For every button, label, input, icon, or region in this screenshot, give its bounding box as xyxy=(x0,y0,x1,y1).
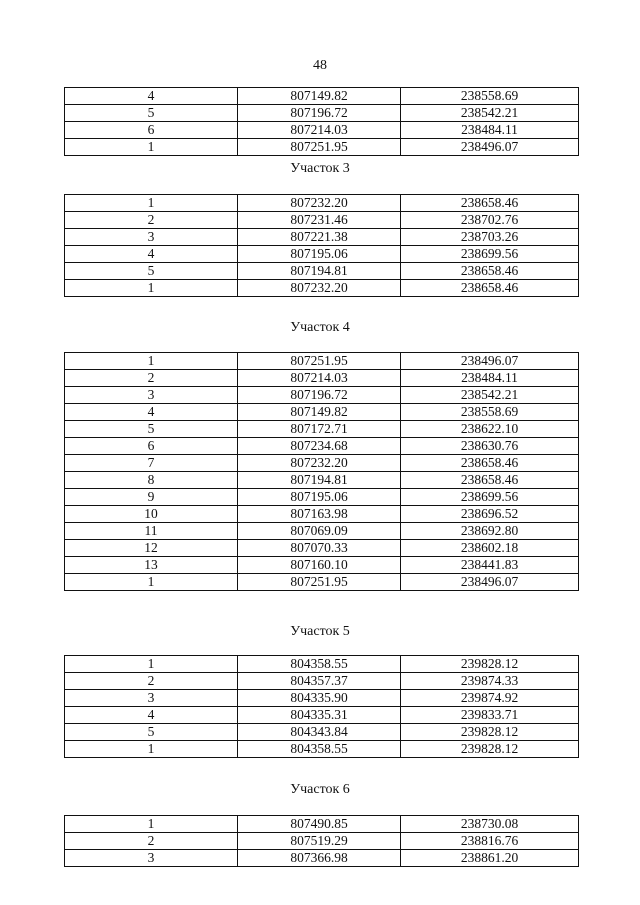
y-coordinate-cell: 238730.08 xyxy=(401,816,579,833)
x-coordinate-cell: 807149.82 xyxy=(238,404,401,421)
y-coordinate-cell: 239833.71 xyxy=(401,707,579,724)
x-coordinate-cell: 807195.06 xyxy=(238,489,401,506)
point-number-cell: 5 xyxy=(65,105,238,122)
table-row xyxy=(65,523,579,540)
y-coordinate-cell: 238696.52 xyxy=(401,506,579,523)
coordinates-table-plot-3 xyxy=(64,194,579,297)
y-coordinate-cell: 239828.12 xyxy=(401,741,579,758)
x-coordinate-cell: 807214.03 xyxy=(238,122,401,139)
y-coordinate-cell: 238702.76 xyxy=(401,212,579,229)
x-coordinate-cell: 807196.72 xyxy=(238,105,401,122)
table-row xyxy=(65,404,579,421)
x-coordinate-cell: 804335.90 xyxy=(238,690,401,707)
point-number-cell: 1 xyxy=(65,195,238,212)
point-number-cell: 7 xyxy=(65,455,238,472)
table-row xyxy=(65,489,579,506)
y-coordinate-cell: 238542.21 xyxy=(401,387,579,404)
table-row xyxy=(65,455,579,472)
point-number-cell: 1 xyxy=(65,741,238,758)
table-row xyxy=(65,229,579,246)
x-coordinate-cell: 807194.81 xyxy=(238,263,401,280)
y-coordinate-cell: 238496.07 xyxy=(401,353,579,370)
point-number-cell: 1 xyxy=(65,656,238,673)
table-row xyxy=(65,724,579,741)
x-coordinate-cell: 807172.71 xyxy=(238,421,401,438)
y-coordinate-cell: 238496.07 xyxy=(401,574,579,591)
point-number-cell: 5 xyxy=(65,724,238,741)
table-row xyxy=(65,850,579,867)
y-coordinate-cell: 238496.07 xyxy=(401,139,579,156)
point-number-cell: 3 xyxy=(65,850,238,867)
x-coordinate-cell: 804343.84 xyxy=(238,724,401,741)
y-coordinate-cell: 239828.12 xyxy=(401,656,579,673)
section-title-plot-5: Участок 5 xyxy=(290,624,350,639)
x-coordinate-cell: 807519.29 xyxy=(238,833,401,850)
y-coordinate-cell: 239874.33 xyxy=(401,673,579,690)
table-row xyxy=(65,707,579,724)
point-number-cell: 13 xyxy=(65,557,238,574)
point-number-cell: 3 xyxy=(65,690,238,707)
y-coordinate-cell: 238699.56 xyxy=(401,489,579,506)
table-row xyxy=(65,370,579,387)
x-coordinate-cell: 804358.55 xyxy=(238,656,401,673)
table-row xyxy=(65,88,579,105)
point-number-cell: 2 xyxy=(65,833,238,850)
table-row xyxy=(65,690,579,707)
table-row xyxy=(65,574,579,591)
y-coordinate-cell: 238484.11 xyxy=(401,122,579,139)
y-coordinate-cell: 238816.76 xyxy=(401,833,579,850)
table-row xyxy=(65,506,579,523)
table-row xyxy=(65,816,579,833)
point-number-cell: 4 xyxy=(65,707,238,724)
table-row xyxy=(65,263,579,280)
x-coordinate-cell: 807232.20 xyxy=(238,280,401,297)
table-row xyxy=(65,673,579,690)
y-coordinate-cell: 238658.46 xyxy=(401,472,579,489)
point-number-cell: 6 xyxy=(65,122,238,139)
y-coordinate-cell: 238861.20 xyxy=(401,850,579,867)
x-coordinate-cell: 807070.33 xyxy=(238,540,401,557)
point-number-cell: 1 xyxy=(65,353,238,370)
x-coordinate-cell: 807366.98 xyxy=(238,850,401,867)
y-coordinate-cell: 238622.10 xyxy=(401,421,579,438)
y-coordinate-cell: 239874.92 xyxy=(401,690,579,707)
y-coordinate-cell: 238558.69 xyxy=(401,404,579,421)
y-coordinate-cell: 238542.21 xyxy=(401,105,579,122)
x-coordinate-cell: 807490.85 xyxy=(238,816,401,833)
table-row xyxy=(65,139,579,156)
coordinates-table-plot-5 xyxy=(64,655,579,758)
point-number-cell: 12 xyxy=(65,540,238,557)
x-coordinate-cell: 807160.10 xyxy=(238,557,401,574)
y-coordinate-cell: 238703.26 xyxy=(401,229,579,246)
section-title-plot-4: Участок 4 xyxy=(290,320,350,335)
point-number-cell: 2 xyxy=(65,212,238,229)
table-row xyxy=(65,438,579,455)
x-coordinate-cell: 807232.20 xyxy=(238,195,401,212)
table-row xyxy=(65,472,579,489)
point-number-cell: 11 xyxy=(65,523,238,540)
section-title-plot-3: Участок 3 xyxy=(290,161,350,176)
table-row xyxy=(65,421,579,438)
y-coordinate-cell: 238658.46 xyxy=(401,263,579,280)
point-number-cell: 4 xyxy=(65,246,238,263)
point-number-cell: 3 xyxy=(65,229,238,246)
point-number-cell: 6 xyxy=(65,438,238,455)
table-row xyxy=(65,656,579,673)
table-row xyxy=(65,557,579,574)
x-coordinate-cell: 807251.95 xyxy=(238,353,401,370)
x-coordinate-cell: 807231.46 xyxy=(238,212,401,229)
point-number-cell: 5 xyxy=(65,263,238,280)
x-coordinate-cell: 807251.95 xyxy=(238,139,401,156)
x-coordinate-cell: 807194.81 xyxy=(238,472,401,489)
y-coordinate-cell: 238602.18 xyxy=(401,540,579,557)
coordinates-table-continued xyxy=(64,87,579,156)
y-coordinate-cell: 238658.46 xyxy=(401,280,579,297)
y-coordinate-cell: 238441.83 xyxy=(401,557,579,574)
point-number-cell: 9 xyxy=(65,489,238,506)
coordinates-table-plot-4 xyxy=(64,352,579,591)
y-coordinate-cell: 238692.80 xyxy=(401,523,579,540)
point-number-cell: 1 xyxy=(65,139,238,156)
y-coordinate-cell: 238699.56 xyxy=(401,246,579,263)
y-coordinate-cell: 238658.46 xyxy=(401,195,579,212)
table-row xyxy=(65,741,579,758)
table-row xyxy=(65,105,579,122)
x-coordinate-cell: 807163.98 xyxy=(238,506,401,523)
y-coordinate-cell: 238658.46 xyxy=(401,455,579,472)
point-number-cell: 1 xyxy=(65,574,238,591)
x-coordinate-cell: 804357.37 xyxy=(238,673,401,690)
point-number-cell: 5 xyxy=(65,421,238,438)
table-row xyxy=(65,246,579,263)
table-row xyxy=(65,212,579,229)
y-coordinate-cell: 238484.11 xyxy=(401,370,579,387)
point-number-cell: 8 xyxy=(65,472,238,489)
x-coordinate-cell: 807149.82 xyxy=(238,88,401,105)
point-number-cell: 4 xyxy=(65,404,238,421)
table-row xyxy=(65,540,579,557)
table-row xyxy=(65,195,579,212)
point-number-cell: 2 xyxy=(65,370,238,387)
point-number-cell: 1 xyxy=(65,816,238,833)
coordinates-table-plot-6 xyxy=(64,815,579,867)
table-row xyxy=(65,387,579,404)
table-row xyxy=(65,833,579,850)
table-row xyxy=(65,353,579,370)
table-row xyxy=(65,280,579,297)
x-coordinate-cell: 807196.72 xyxy=(238,387,401,404)
y-coordinate-cell: 238630.76 xyxy=(401,438,579,455)
point-number-cell: 2 xyxy=(65,673,238,690)
point-number-cell: 3 xyxy=(65,387,238,404)
point-number-cell: 1 xyxy=(65,280,238,297)
y-coordinate-cell: 238558.69 xyxy=(401,88,579,105)
x-coordinate-cell: 807232.20 xyxy=(238,455,401,472)
point-number-cell: 4 xyxy=(65,88,238,105)
x-coordinate-cell: 807251.95 xyxy=(238,574,401,591)
x-coordinate-cell: 804358.55 xyxy=(238,741,401,758)
x-coordinate-cell: 807214.03 xyxy=(238,370,401,387)
x-coordinate-cell: 804335.31 xyxy=(238,707,401,724)
point-number-cell: 10 xyxy=(65,506,238,523)
x-coordinate-cell: 807221.38 xyxy=(238,229,401,246)
page-number: 48 xyxy=(313,58,327,73)
section-title-plot-6: Участок 6 xyxy=(290,782,350,797)
x-coordinate-cell: 807234.68 xyxy=(238,438,401,455)
table-row xyxy=(65,122,579,139)
x-coordinate-cell: 807069.09 xyxy=(238,523,401,540)
y-coordinate-cell: 239828.12 xyxy=(401,724,579,741)
x-coordinate-cell: 807195.06 xyxy=(238,246,401,263)
